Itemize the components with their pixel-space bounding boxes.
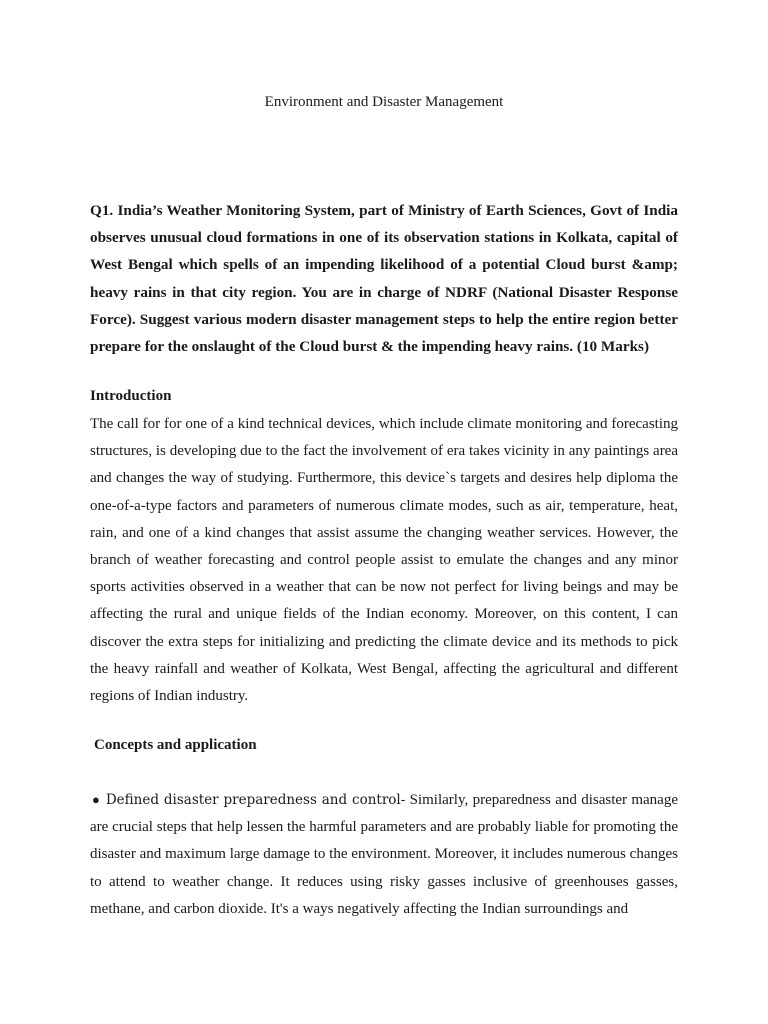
bullet-icon: ● [92,792,100,807]
bullet-body-text: Similarly, preparedness and disaster manage are crucial steps that help lessen the harmful parameters and are probably liable for promoting the disaster and maximum large damage to the environment. Moreover, it includes numerous changes to attend to weather change. It reduces using risky gasses inclusive of greenhouses gasses, methane, and carbon dioxide. It's a ways negatively affecting the Indian surroundings and [90,792,678,917]
question-text: Q1. India’s Weather Monitoring System, part of Ministry of Earth Sciences, Govt of India observes unusual cloud formations in one of its observation stations in Kolkata, capital of West Bengal which spells of an impending likelihood of a potential Cloud burst &amp; heavy rains in that city region. You are in charge of NDRF (National Disaster Response Force). Suggest various modern disaster management steps to help the entire region better prepare for the onslaught of the Cloud burst & the impending heavy rains. (10 Marks) [90,202,678,356]
introduction-paragraph: The call for for one of a kind technical devices, which include climate monitoring and forecasting structures, is developing due to the fact the involvement of era takes vicinity in any paintings area and changes the way of studying. Furthermore, this device`s targets and desires help diploma the one-of-a-type factors and parameters of numerous climate modes, such as air, temperature, heat, rain, and one of a kind changes that assist assume the changing weather services. However, the branch of weather forecasting and control people assist to emulate the changes and any minor sports activities observed in a weather that can be now not perfect for living beings and may be affecting the rural and unique fields of the Indian economy. Moreover, on this content, I can discover the extra steps for initializing and predicting the climate device and its methods to pick the heavy rainfall and weather of Kolkata, West Bengal, affecting the agricultural and different regions of Indian industry. [90,416,678,705]
document-title: Environment and Disaster Management [264,94,504,110]
concepts-heading: Concepts and application [94,737,257,753]
introduction-heading: Introduction [90,388,172,404]
bullet-paragraph [90,786,678,923]
bullet-lead-text: Defined disaster preparedness and control- [105,792,406,808]
